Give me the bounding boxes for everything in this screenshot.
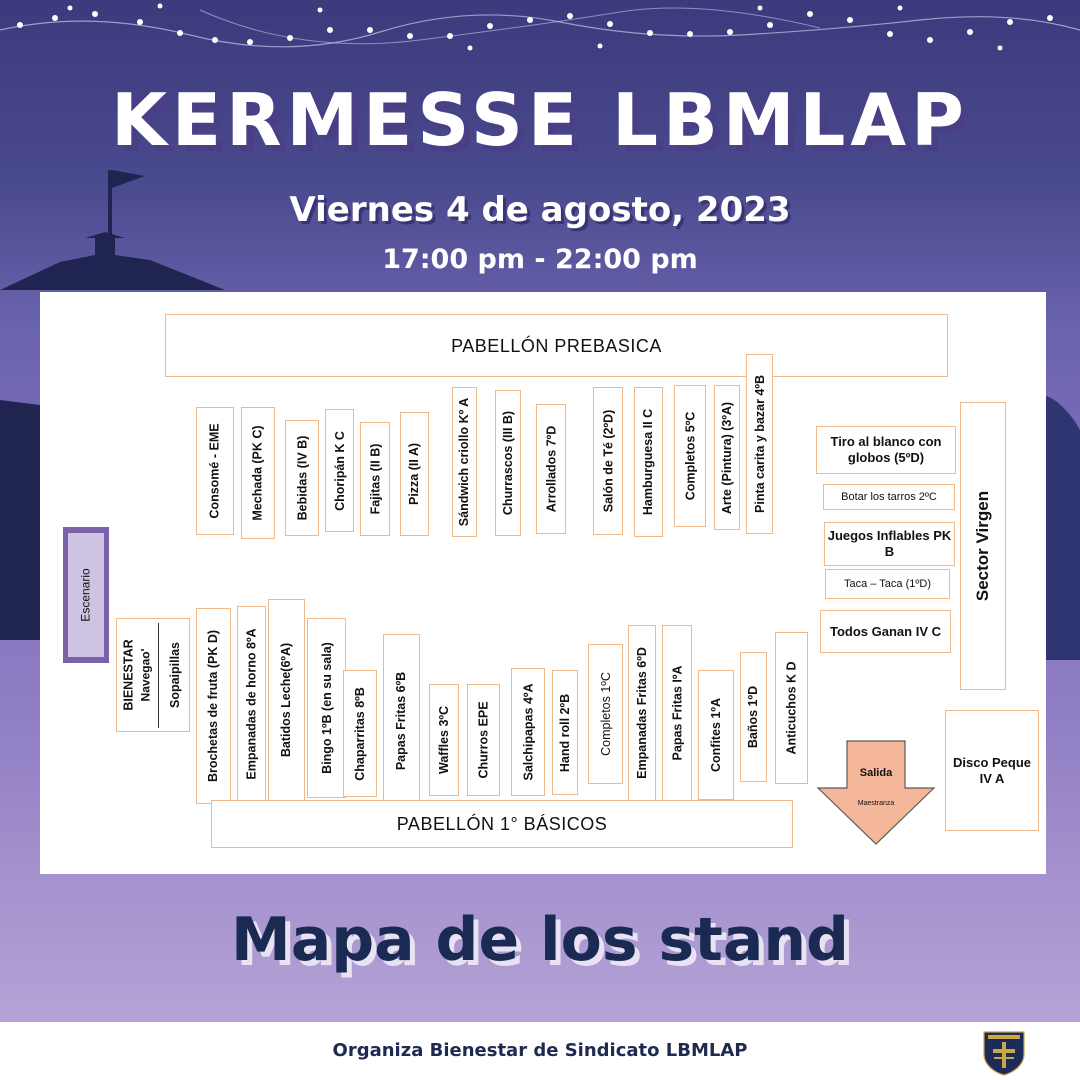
stand-bottom-4: Bingo 1ºB (en su sala) bbox=[307, 618, 346, 798]
stand-todos-ganan: Todos Ganan IV C bbox=[820, 610, 951, 653]
stand-bottom-3: Batidos Leche(6ºA) bbox=[268, 599, 305, 801]
stand-top-14: Pinta carita y bazar 4ºB bbox=[746, 354, 773, 534]
exit-sublabel: Maestranza bbox=[857, 800, 895, 807]
stand-bottom-15: Baños 1ºD bbox=[740, 652, 767, 782]
stand-bottom-1: Brochetas de fruta (PK D) bbox=[196, 608, 231, 804]
school-crest-icon bbox=[982, 1028, 1026, 1076]
pabellon-basicos: PABELLÓN 1° BÁSICOS bbox=[211, 800, 793, 848]
stand-map bbox=[40, 292, 1046, 874]
stand-bottom-7: Waffles 3ºC bbox=[429, 684, 459, 796]
stand-disco: Disco Peque IV A bbox=[945, 710, 1039, 831]
stand-top-7: Sándwich criollo Kº A bbox=[452, 387, 477, 537]
stand-bottom-9: Salchipapas 4ºA bbox=[511, 668, 545, 796]
stand-top-6: Pizza (II A) bbox=[400, 412, 429, 536]
stand-botar-tarros: Botar los tarros 2ºC bbox=[823, 484, 955, 510]
stand-top-2: Mechada (PK C) bbox=[241, 407, 275, 539]
escenario-label: Escenario bbox=[79, 568, 93, 622]
map-caption: Mapa de los stand bbox=[231, 905, 849, 975]
stand-bottom-8: Churros EPE bbox=[467, 684, 500, 796]
stand-taca-taca: Taca – Taca (1ºD) bbox=[825, 569, 950, 599]
sector-virgen: Sector Virgen bbox=[960, 402, 1006, 690]
stand-bottom-2: Empanadas de horno 8ºA bbox=[237, 606, 266, 802]
stand-top-1: Consomé - EME bbox=[196, 407, 234, 535]
stand-bottom-10: Hand roll 2ºB bbox=[552, 670, 578, 795]
footer-organizer: Organiza Bienestar de Sindicato LBMLAP bbox=[332, 1040, 748, 1061]
stand-bottom-11: Completos 1ºC bbox=[588, 644, 623, 784]
stand-bottom-6: Papas Fritas 6ºB bbox=[383, 634, 420, 807]
pabellon-prebasica: PABELLÓN PREBASICA bbox=[165, 314, 948, 377]
exit-arrow-icon bbox=[815, 738, 939, 848]
exit-label: Salida bbox=[859, 767, 893, 779]
stand-bienestar: BIENESTAR Navegao' Sopaipillas bbox=[116, 618, 190, 732]
stand-juegos-inflables: Juegos Inflables PK B bbox=[824, 522, 955, 566]
stand-top-4: Choripán K C bbox=[325, 409, 354, 532]
event-date: Viernes 4 de agosto, 2023 bbox=[289, 190, 791, 230]
stand-bottom-13: Papas Fritas IºA bbox=[662, 625, 692, 801]
stand-bottom-14: Confites 1ºA bbox=[698, 670, 734, 800]
stand-bottom-12: Empanadas Fritas 6ºD bbox=[628, 625, 656, 801]
stand-top-12: Completos 5ºC bbox=[674, 385, 706, 527]
escenario-block bbox=[63, 527, 109, 663]
footer bbox=[0, 1022, 1080, 1080]
event-time: 17:00 pm - 22:00 pm bbox=[382, 244, 698, 275]
string-lights-icon bbox=[0, 0, 1080, 70]
stand-top-8: Churrascos (III B) bbox=[495, 390, 521, 536]
stand-top-13: Arte (Pintura) (3ºA) bbox=[714, 385, 740, 530]
stand-top-11: Hamburguesa II C bbox=[634, 387, 663, 537]
event-title: KERMESSE LBMLAP bbox=[111, 78, 969, 162]
stand-top-5: Fajitas (II B) bbox=[360, 422, 390, 536]
stand-top-3: Bebidas (IV B) bbox=[285, 420, 319, 536]
stand-bottom-16: Anticuchos K D bbox=[775, 632, 808, 784]
stand-top-10: Salón de Té (2ºD) bbox=[593, 387, 623, 535]
stand-bottom-5: Chaparritas 8ºB bbox=[343, 670, 377, 797]
stand-tiro-al-blanco: Tiro al blanco con globos (5ºD) bbox=[816, 426, 956, 474]
stand-top-9: Arrollados 7ºD bbox=[536, 404, 566, 534]
